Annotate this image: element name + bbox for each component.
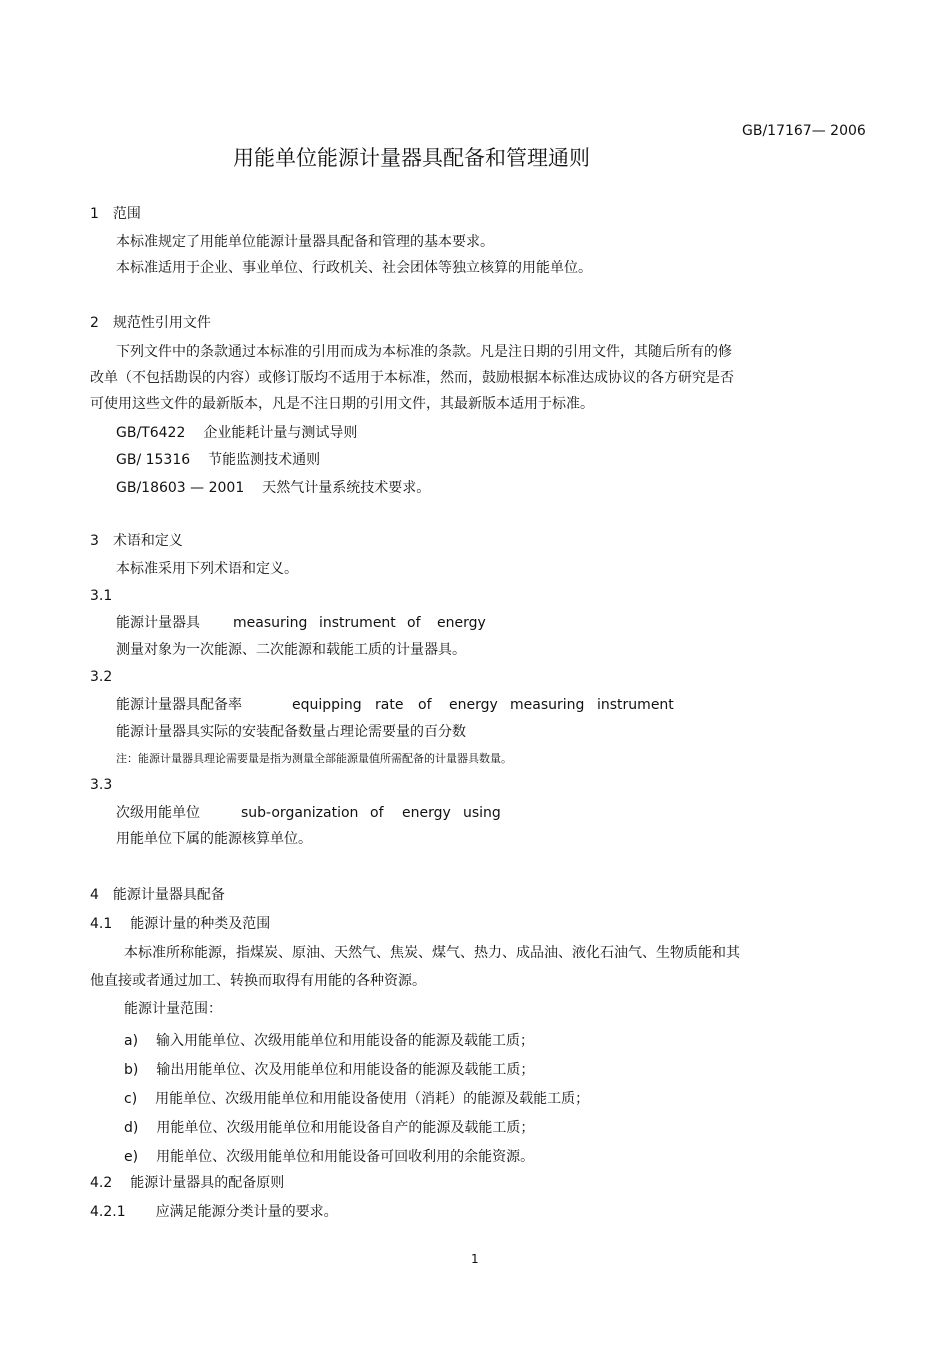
- term-3-3-definition: 用能单位下属的能源核算单位。: [116, 831, 312, 847]
- subsection-number: 4.1: [90, 916, 113, 932]
- reference-title: 企业能耗计量与测试导则: [203, 425, 358, 441]
- clause-4-2-1: [90, 1204, 338, 1221]
- subsection-4-1-heading: [90, 916, 270, 933]
- term-3-1-name-en-word: of: [407, 615, 421, 631]
- clause-number: 4.2.1: [90, 1204, 126, 1220]
- section-3-heading: [90, 533, 183, 550]
- subsection-4-2-heading: [90, 1175, 284, 1192]
- section-4-heading: [90, 887, 225, 904]
- reference-title: 天然气计量系统技术要求。: [262, 480, 431, 496]
- list-item: [124, 1062, 534, 1079]
- section-number: 1: [90, 206, 99, 222]
- section-1-paragraph-2: 本标准适用于企业、事业单位、行政机关、社会团体等独立核算的用能单位。: [116, 260, 592, 276]
- term-3-2-name-en-word: equipping: [292, 697, 362, 713]
- list-item-label: d): [124, 1120, 139, 1136]
- term-3-3-name-en-word: sub-organization: [241, 805, 359, 821]
- term-3-2-number: 3.2: [90, 669, 113, 685]
- clause-text: 应满足能源分类计量的要求。: [155, 1204, 338, 1220]
- section-number: 3: [90, 533, 99, 549]
- section-title: 能源计量器具配备: [112, 887, 225, 903]
- scope-label: 能源计量范围：: [124, 1001, 222, 1017]
- term-3-1-name-en-word: measuring: [233, 615, 308, 631]
- list-item-text: 用能单位、次级用能单位和用能设备自产的能源及载能工质；: [156, 1120, 535, 1136]
- normative-reference: [116, 480, 430, 497]
- section-title: 术语和定义: [112, 533, 183, 549]
- section-title: 范围: [112, 206, 141, 222]
- section-2-line-1: 下列文件中的条款通过本标准的引用而成为本标准的条款。凡是注日期的引用文件，其随后所有的修: [116, 344, 732, 360]
- term-3-1-name-en-word: energy: [437, 615, 486, 631]
- standard-number: GB/17167— 2006: [742, 123, 866, 139]
- section-1-paragraph-1: 本标准规定了用能单位能源计量器具配备和管理的基本要求。: [116, 234, 494, 250]
- section-number: 4: [90, 887, 99, 903]
- term-3-3-name-en-word: using: [463, 805, 501, 821]
- subsection-title: 能源计量器具的配备原则: [130, 1175, 285, 1191]
- subsection-4-1-line-1: 本标准所称能源，指煤炭、原油、天然气、焦炭、煤气、热力、成品油、液化石油气、生物质能和其: [124, 945, 740, 961]
- section-3-intro: 本标准采用下列术语和定义。: [116, 561, 298, 577]
- section-2-heading: [90, 315, 211, 332]
- term-3-3-name-en-word: energy: [402, 805, 451, 821]
- list-item-text: 用能单位、次级用能单位和用能设备可回收利用的余能资源。: [156, 1149, 535, 1165]
- term-3-3-name-en-word: of: [370, 805, 384, 821]
- subsection-4-1-line-2: 他直接或者通过加工、转换而取得有用能的各种资源。: [90, 973, 426, 989]
- subsection-title: 能源计量的种类及范围: [130, 916, 271, 932]
- list-item: [124, 1120, 534, 1137]
- term-3-2-name-en-word: measuring: [510, 697, 585, 713]
- section-number: 2: [90, 315, 99, 331]
- list-item: [124, 1033, 534, 1050]
- term-3-3-number: 3.3: [90, 777, 113, 793]
- list-item-text: 用能单位、次级用能单位和用能设备使用（消耗）的能源及载能工质；: [155, 1091, 590, 1107]
- reference-title: 节能监测技术通则: [208, 452, 321, 468]
- list-item-label: e): [124, 1149, 139, 1165]
- normative-reference: [116, 425, 357, 442]
- term-3-2-name-en-word: instrument: [597, 697, 674, 713]
- section-title: 规范性引用文件: [112, 315, 211, 331]
- term-3-2-definition: 能源计量器具实际的安装配备数量占理论需要量的百分数: [116, 724, 466, 740]
- section-2-line-2: 改单（不包括勘误的内容）或修订版均不适用于本标准，然而，鼓励根据本标准达成协议的各方研究是否: [90, 370, 734, 386]
- term-3-1-number: 3.1: [90, 588, 113, 604]
- list-item-text: 输入用能单位、次级用能单位和用能设备的能源及载能工质；: [156, 1033, 535, 1049]
- section-1-heading: [90, 206, 141, 223]
- normative-reference: [116, 452, 320, 469]
- document-title: 用能单位能源计量器具配备和管理通则: [233, 146, 590, 170]
- list-item-label: c): [124, 1091, 138, 1107]
- term-3-2-name-en-word: energy: [449, 697, 498, 713]
- subsection-number: 4.2: [90, 1175, 113, 1191]
- term-3-2-name-en-word: rate: [375, 697, 404, 713]
- term-3-1-name-cn: 能源计量器具: [116, 615, 200, 631]
- list-item-label: a): [124, 1033, 139, 1049]
- term-3-1-definition: 测量对象为一次能源、二次能源和载能工质的计量器具。: [116, 642, 466, 658]
- term-3-2-name-cn: 能源计量器具配备率: [116, 697, 242, 713]
- section-2-line-3: 可使用这些文件的最新版本，凡是不注日期的引用文件，其最新版本适用于标准。: [90, 396, 594, 412]
- reference-code: GB/18603 — 2001: [116, 480, 245, 496]
- term-3-2-note: 注：能源计量器具理论需要量是指为测量全部能源量值所需配备的计量器具数量。: [116, 752, 512, 765]
- list-item-label: b): [124, 1062, 139, 1078]
- term-3-3-name-cn: 次级用能单位: [116, 805, 200, 821]
- reference-code: GB/T6422: [116, 425, 186, 441]
- reference-code: GB/ 15316: [116, 452, 191, 468]
- list-item-text: 输出用能单位、次及用能单位和用能设备的能源及载能工质；: [156, 1062, 535, 1078]
- list-item: [124, 1149, 534, 1166]
- term-3-2-name-en-word: of: [418, 697, 432, 713]
- page-number: 1: [471, 1252, 479, 1266]
- term-3-1-name-en-word: instrument: [319, 615, 396, 631]
- list-item: [124, 1091, 589, 1108]
